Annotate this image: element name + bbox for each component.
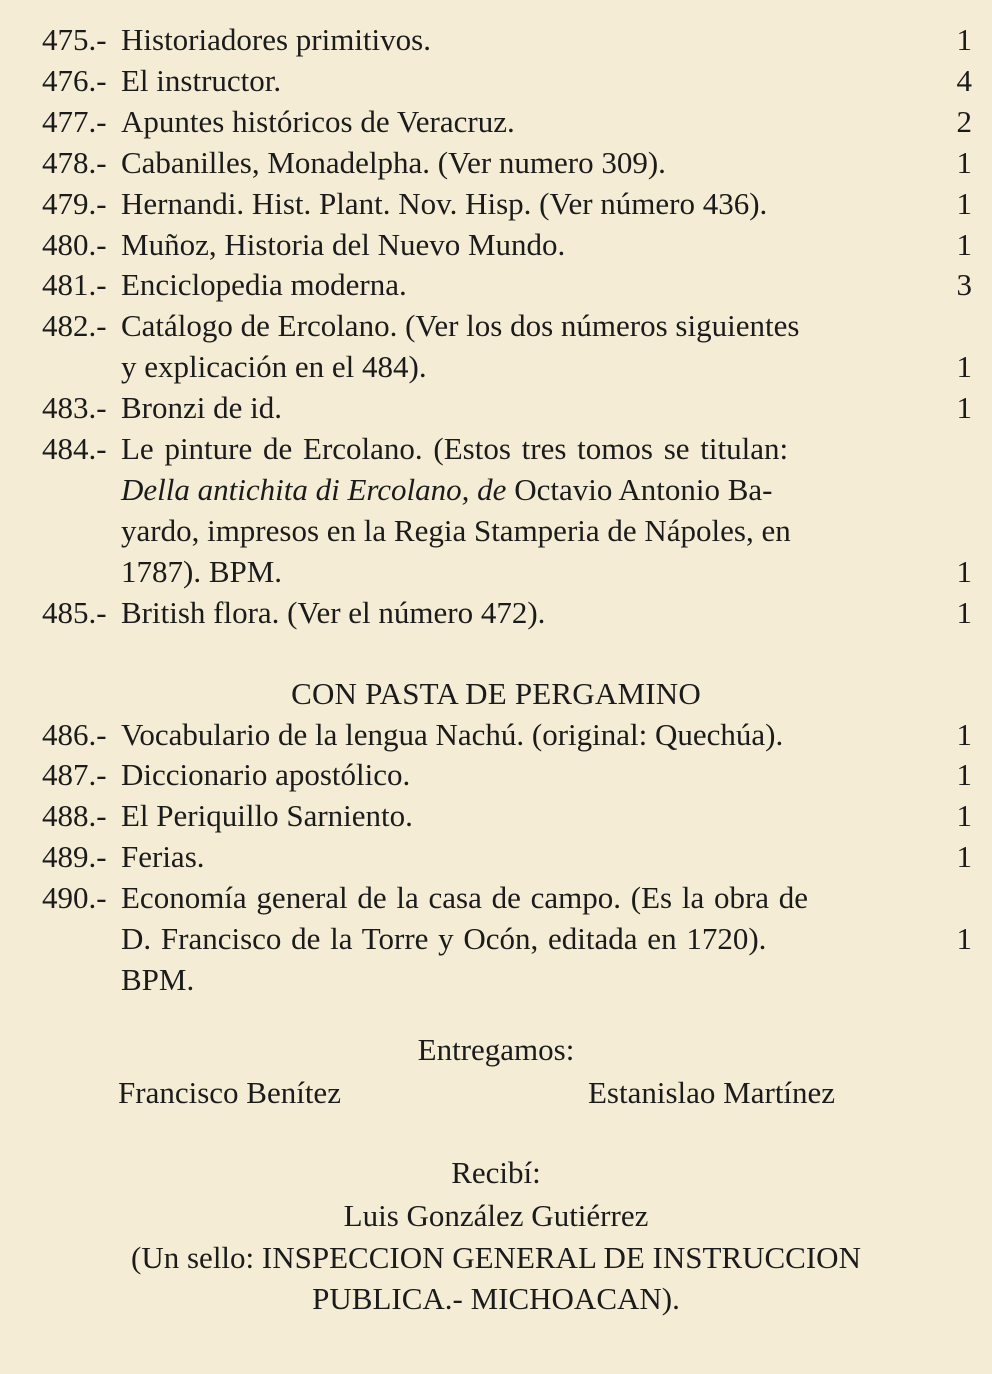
entry-title-line: BPM. [121, 961, 195, 997]
received-label: Recibí: [451, 1155, 541, 1190]
entry-title-line: D. Francisco de la Torre y Ocón, editada en 1720). [121, 921, 767, 957]
list-item [42, 796, 972, 837]
section-heading: CON PASTA DE PERGAMINO [291, 675, 701, 711]
entry-title-line: Economía general de la casa de campo. (Es la obra de [121, 880, 809, 916]
list-item [42, 184, 972, 225]
list-item [42, 755, 972, 796]
list-item [42, 225, 972, 266]
entry-title: Ferias. [121, 839, 205, 875]
signers-row [0, 1071, 992, 1114]
list-item [42, 878, 972, 1001]
entry-quantity: 1 [956, 349, 972, 385]
entry-number: 487.- [42, 757, 107, 793]
entry-number: 483.- [42, 390, 107, 426]
list-item [42, 715, 972, 756]
entry-quantity: 1 [956, 144, 972, 180]
signer-name: Estanislao Martínez [588, 1075, 836, 1110]
entry-quantity: 1 [956, 226, 972, 262]
entry-title [121, 306, 934, 388]
seal-note: (Un sello: INSPECCION GENERAL DE INSTRUCCION [131, 1240, 861, 1275]
signer-name: Francisco Benítez [118, 1075, 341, 1110]
entry-number: 478.- [42, 144, 107, 180]
signature-block [0, 1028, 992, 1319]
list-item [42, 102, 972, 143]
entry-title: Bronzi de id. [121, 390, 282, 426]
entry-title: Hernandi. Hist. Plant. Nov. Hisp. (Ver número 436). [121, 185, 768, 221]
list-item [42, 143, 972, 184]
entry-title-line: y explicación en el 484). [121, 349, 427, 385]
entry-title-line: Catálogo de Ercolano. (Ver los dos números siguientes [121, 308, 800, 344]
entry-title: El instructor. [121, 62, 282, 98]
seal-note: PUBLICA.- MICHOACAN). [312, 1281, 680, 1316]
entry-quantity: 1 [956, 839, 972, 875]
receiver-name: Luis González Gutiérrez [343, 1198, 649, 1233]
inventory-list [42, 20, 972, 1001]
entry-title: El Periquillo Sarniento. [121, 798, 413, 834]
entry-title [121, 878, 934, 1001]
entry-title: Diccionario apostólico. [121, 757, 411, 793]
entry-title: Historiadores primitivos. [121, 22, 431, 57]
entry-quantity: 1 [956, 22, 972, 57]
entry-quantity: 1 [956, 185, 972, 221]
list-item [42, 265, 972, 306]
entry-quantity: 1 [956, 390, 972, 426]
entry-title: Muñoz, Historia del Nuevo Mundo. [121, 226, 566, 262]
entry-title-fragment: Octavio Antonio Ba- [506, 471, 773, 507]
entry-number: 476.- [42, 62, 107, 98]
entry-title: Cabanilles, Monadelpha. (Ver numero 309). [121, 144, 666, 180]
entry-quantity: 3 [956, 267, 972, 303]
entry-quantity: 1 [956, 798, 972, 834]
entry-title: Apuntes históricos de Veracruz. [121, 103, 515, 139]
entry-title-line: 1787). BPM. [121, 553, 283, 589]
entry-quantity: 1 [956, 553, 972, 589]
entry-number: 477.- [42, 103, 107, 139]
entry-title: Vocabulario de la lengua Nachú. (original: Quechúa). [121, 716, 784, 752]
entry-number: 489.- [42, 839, 107, 875]
entry-number: 484.- [42, 431, 107, 467]
entry-number: 475.- [42, 22, 107, 57]
delivered-label: Entregamos: [417, 1032, 575, 1067]
list-item [42, 837, 972, 878]
entry-title [121, 429, 934, 593]
spacer [0, 1114, 992, 1151]
entry-title: Enciclopedia moderna. [121, 267, 407, 303]
entry-number: 479.- [42, 185, 107, 221]
entry-quantity: 1 [956, 921, 972, 957]
entry-number: 488.- [42, 798, 107, 834]
italic-title: Della antichita di Ercolano, de [121, 471, 507, 507]
entry-title: British flora. (Ver el número 472). [121, 594, 546, 630]
list-item [42, 306, 972, 388]
entry-quantity: 1 [956, 757, 972, 793]
entry-number: 485.- [42, 594, 107, 630]
list-item [42, 429, 972, 593]
entry-quantity: 2 [956, 103, 972, 139]
entry-number: 490.- [42, 880, 107, 916]
entry-quantity: 1 [956, 594, 972, 630]
entry-title-line: yardo, impresos en la Regia Stamperia de Nápoles, en [121, 512, 791, 548]
entry-title-line [121, 470, 912, 511]
entry-number: 481.- [42, 267, 107, 303]
entry-number: 486.- [42, 716, 107, 752]
list-item [42, 20, 972, 61]
entry-quantity: 4 [956, 62, 972, 98]
list-item [42, 61, 972, 102]
list-item [42, 593, 972, 634]
entry-quantity: 1 [956, 716, 972, 752]
entry-number: 482.- [42, 308, 107, 344]
entry-number: 480.- [42, 226, 107, 262]
entry-title-line: Le pinture de Ercolano. (Estos tres tomos se titulan: [121, 431, 789, 467]
list-item [42, 388, 972, 429]
